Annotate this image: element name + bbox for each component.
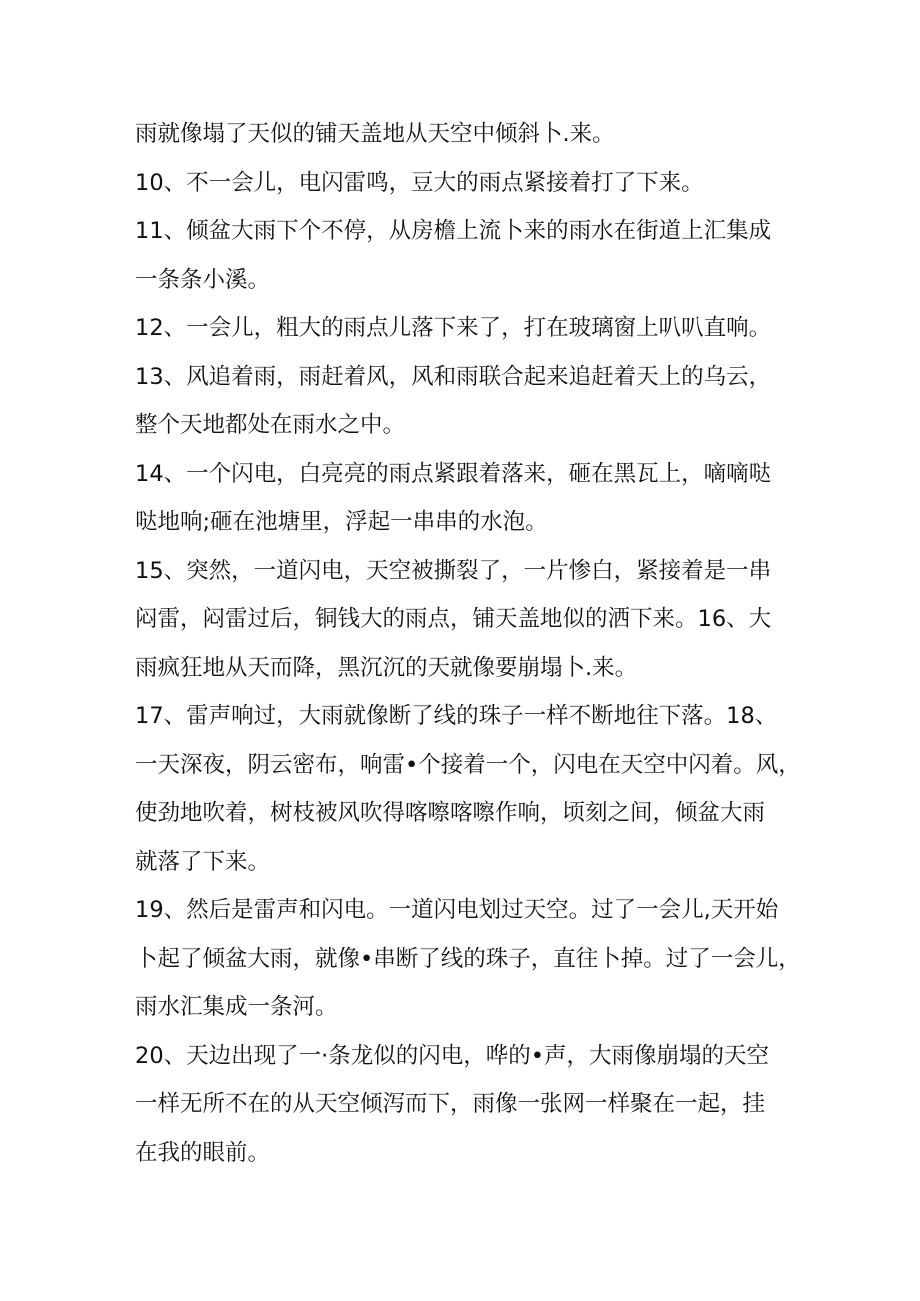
paragraph-20 <box>135 1032 795 1178</box>
paragraph-13 <box>135 353 795 450</box>
paragraph-11 <box>135 207 795 304</box>
text-line: 一条条小溪。 <box>135 266 271 293</box>
text-line: 14、一个闪电，白亮亮的雨点紧跟着落来，砸在黑瓦上，嘀嘀哒 <box>135 460 772 487</box>
text-line: 17、雷声响过，大雨就像断了线的珠子一样不断地往下落。18、 <box>135 703 778 729</box>
text-line: 雨疯狂地从天而降，黑沉沉的天就像要崩塌卜.来。 <box>135 654 638 681</box>
paragraph-12 <box>135 304 795 353</box>
text-line: 15、突然，一道闪电，天空被撕裂了，一片惨白，紧接着是一串 <box>135 557 772 584</box>
text-line: 10、不一会儿，电闪雷鸣，豆大的雨点紧接着打了下来。 <box>135 169 704 196</box>
text-line: 卜起了倾盆大雨，就像•串断了线的珠子，直往卜掉。过了一会儿， <box>135 945 801 972</box>
text-line: 就落了下来。 <box>135 848 271 875</box>
body-text <box>135 110 801 1177</box>
paragraph-14 <box>135 450 795 547</box>
text-line: 20、天边出现了一·条龙似的闪电，哗的•声，大雨像崩塌的天空 <box>135 1042 770 1069</box>
text-line: 雨就像塌了天似的铺天盖地从天空中倾斜卜.来。 <box>135 121 615 147</box>
text-line: 闷雷，闷雷过后，铜钱大的雨点，铺天盖地似的洒下来。16、大 <box>135 606 772 632</box>
text-line: 12、一会儿，粗大的雨点儿落下来了，打在玻璃窗上叭叭直响。 <box>135 315 772 341</box>
text-line: 19、然后是雷声和闪电。一道闪电划过天空。过了一会儿,天开始 <box>135 897 779 923</box>
paragraph-17 <box>135 692 801 886</box>
text-line: 一天深夜，阴云密布，响雷•个接着一个，闪电在天空中闪着。风， <box>135 751 801 778</box>
text-line: 雨水汇集成一条河。 <box>135 994 338 1020</box>
text-line: 一样无所不在的从天空倾泻而下，雨像一张网一样聚在一起，挂 <box>135 1091 766 1117</box>
paragraph-intro <box>135 110 795 159</box>
text-line: 在我的眼前。 <box>135 1139 271 1166</box>
text-line: 使劲地吹着，树枝被风吹得喀嚓喀嚓作响，顷刻之间，倾盆大雨 <box>135 800 766 826</box>
text-line: 13、风追着雨，雨赶着风，风和雨联合起来追赶着天上的乌云， <box>135 363 772 390</box>
paragraph-10 <box>135 159 795 208</box>
paragraph-19 <box>135 886 801 1032</box>
text-line: 哒地响;砸在池塘里，浮起一串串的水泡。 <box>135 509 548 535</box>
text-line: 11、倾盆大雨下个不停，从房檐上流卜来的雨水在街道上汇集成 <box>135 218 772 244</box>
text-line: 整个天地都处在雨水之中。 <box>135 412 406 438</box>
paragraph-15 <box>135 547 795 693</box>
